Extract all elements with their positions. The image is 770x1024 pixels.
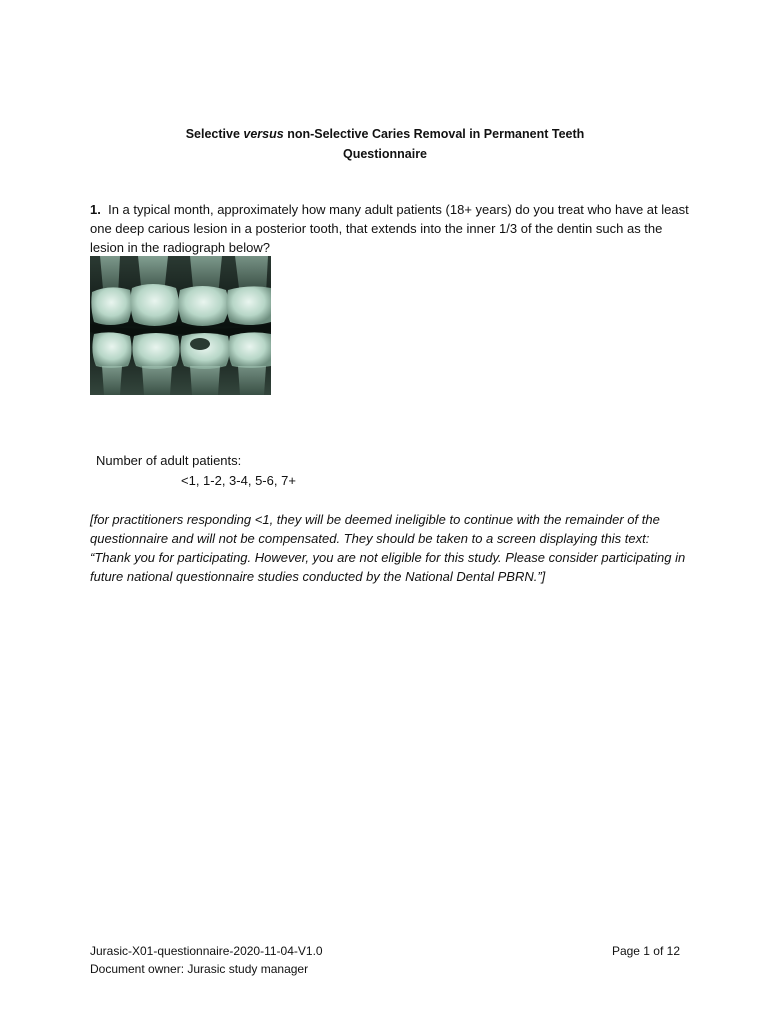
title-line	[0, 124, 770, 144]
document-owner: Document owner: Jurasic study manager	[90, 962, 309, 976]
dental-radiograph-image	[90, 256, 271, 395]
document-title	[0, 124, 770, 164]
document-subtitle: Questionnaire	[342, 147, 428, 161]
title-italic: versus	[243, 127, 284, 141]
ineligibility-instruction: [for practitioners responding <1, they will be deemed ineligible to continue with the remainder of the questionnaire and will not be compensated. They should be taken to a screen displaying this text: “Thank you for participating. However, you are not eligible for this study. Please consider participating in future national questionnaire studies conducted by the National Dental PBRN.”]	[90, 512, 686, 584]
page-number: Page 1 of 12	[611, 944, 680, 958]
answer-options: <1, 1-2, 3-4, 5-6, 7+	[181, 473, 296, 488]
document-id: Jurasic-X01-questionnaire-2020-11-04-V1.0	[90, 944, 323, 958]
question-number: 1.	[90, 202, 101, 217]
question-text: In a typical month, approximately how many adult patients (18+ years) do you treat who have at least one deep carious lesion in a posterior tooth, that extends into the inner 1/3 of the dentin such as the lesion in the radiograph below?	[90, 202, 689, 255]
title-prefix: Selective	[185, 127, 244, 141]
title-suffix: non-Selective Caries Removal in Permanent Teeth	[283, 127, 585, 141]
footer-left	[90, 942, 323, 978]
question-1	[90, 200, 690, 257]
answer-label: Number of adult patients:	[96, 453, 242, 468]
